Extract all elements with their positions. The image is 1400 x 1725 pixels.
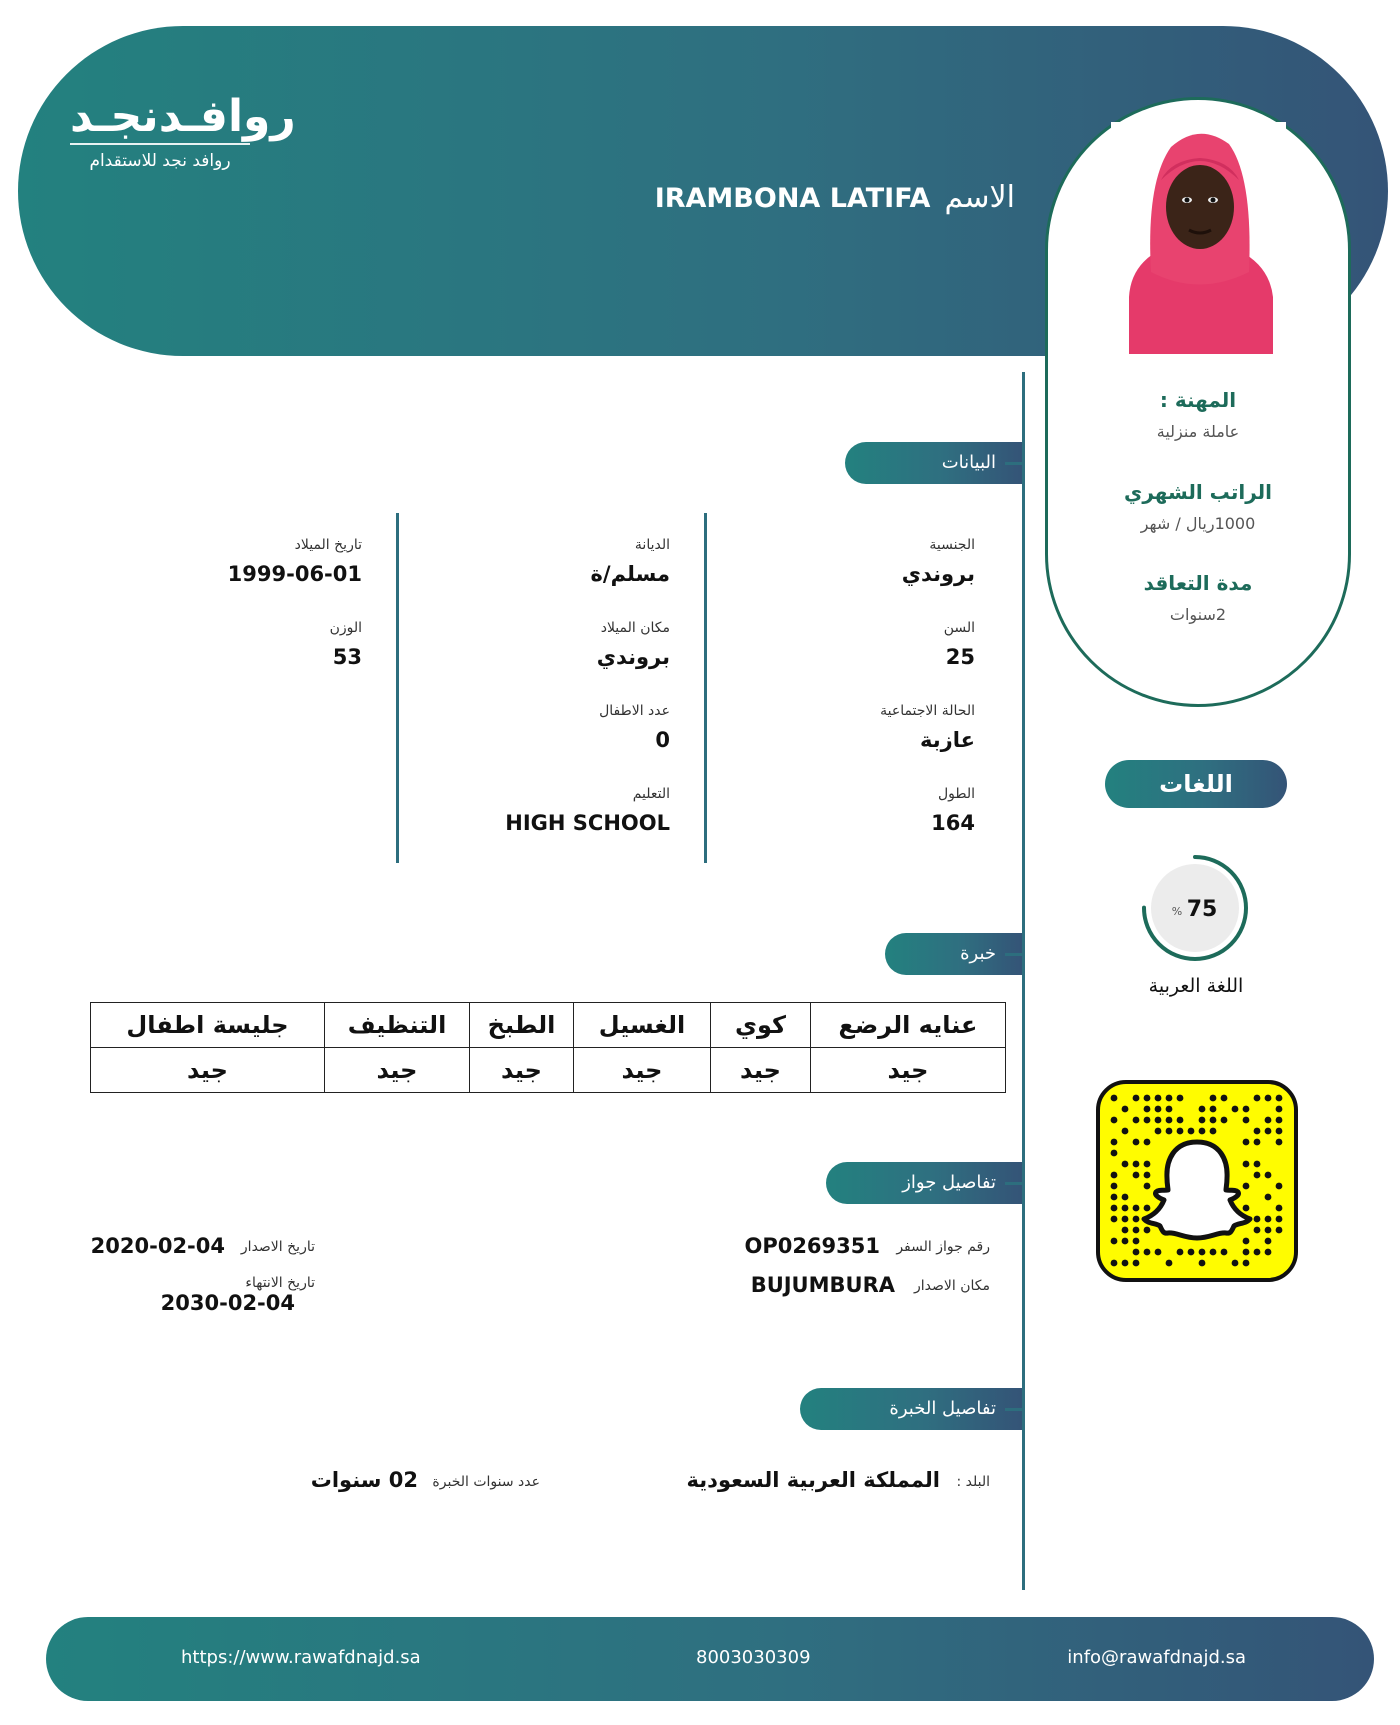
snap-code-dot (1243, 1249, 1250, 1256)
snap-code-dot (1243, 1139, 1250, 1146)
snap-code-dot (1133, 1172, 1140, 1179)
snap-code-dot (1133, 1095, 1140, 1102)
skill-value: جيد (574, 1048, 711, 1093)
skill-header: الغسيل (574, 1003, 711, 1048)
passport-place-value: BUJUMBURA (750, 1273, 895, 1297)
snap-code-dot (1111, 1260, 1118, 1267)
languages-title: اللغات (1105, 760, 1287, 808)
snap-code-dot (1210, 1106, 1217, 1113)
snap-code-dot (1144, 1117, 1151, 1124)
column-divider (396, 513, 399, 863)
snap-code-dot (1254, 1161, 1261, 1168)
snapchat-code (1096, 1080, 1298, 1282)
snap-code-dot (1133, 1260, 1140, 1267)
snap-code-dot (1144, 1106, 1151, 1113)
weight-value: 53 (332, 645, 362, 669)
salary-value: 1000ريال / شهر (1140, 514, 1256, 533)
section-experience: خبرة العمل (885, 933, 1022, 975)
snap-code-dot (1133, 1161, 1140, 1168)
snap-code-dot (1144, 1161, 1151, 1168)
snap-code-dot (1111, 1172, 1118, 1179)
expiry-date-value: 2030-02-04 (160, 1291, 295, 1315)
snap-code-dot (1133, 1205, 1140, 1212)
snap-code-dot (1111, 1183, 1118, 1190)
arabic-language-label: اللغة العربية (1148, 975, 1244, 997)
section-previous-experience: تفاصيل الخبرة السابقة (800, 1388, 1022, 1430)
age-label: السن (943, 620, 975, 636)
snap-code-dot (1199, 1260, 1206, 1267)
footer-band (46, 1617, 1374, 1701)
dob-label: تاريخ الميلاد (294, 537, 362, 553)
snap-code-dot (1210, 1249, 1217, 1256)
education-label: التعليم (632, 786, 670, 802)
snap-code-dot (1254, 1227, 1261, 1234)
height-label: الطول (937, 786, 975, 802)
snap-code-dot (1265, 1238, 1272, 1245)
snap-code-dot (1122, 1260, 1129, 1267)
section-tick (1005, 462, 1025, 465)
snap-code-dot (1177, 1249, 1184, 1256)
snap-code-dot (1254, 1095, 1261, 1102)
profession-label: المهنة : (1159, 388, 1237, 412)
snap-code-dot (1111, 1095, 1118, 1102)
snap-code-dot (1122, 1216, 1129, 1223)
skill-header: جليسة اطفال (91, 1003, 325, 1048)
skill-header: الطبخ (470, 1003, 574, 1048)
contract-label: مدة التعاقد (1143, 571, 1253, 595)
snap-code-dot (1144, 1172, 1151, 1179)
snap-code-dot (1265, 1227, 1272, 1234)
birthplace-label: مكان الميلاد (600, 620, 670, 636)
snap-code-dot (1133, 1238, 1140, 1245)
snap-code-dot (1243, 1183, 1250, 1190)
snap-code-dot (1155, 1117, 1162, 1124)
section-tick (1005, 1182, 1025, 1185)
snap-code-dot (1111, 1238, 1118, 1245)
phone-number[interactable]: 8003030309 (696, 1647, 811, 1668)
issue-date-label: تاريخ الاصدار (240, 1239, 315, 1255)
snap-code-dot (1210, 1128, 1217, 1135)
snap-code-dot (1122, 1205, 1129, 1212)
snap-code-dot (1155, 1106, 1162, 1113)
snap-code-dot (1111, 1150, 1118, 1157)
snap-code-dot (1276, 1095, 1283, 1102)
salary-label: الراتب الشهري (1124, 480, 1272, 504)
snap-code-dot (1276, 1117, 1283, 1124)
section-passport: تفاصيل جواز السفر (826, 1162, 1022, 1204)
snap-code-dot (1133, 1216, 1140, 1223)
nationality-label: الجنسية (929, 537, 975, 553)
snap-code-dot (1122, 1194, 1129, 1201)
nationality-value: بروندي (901, 562, 975, 586)
religion-value: مسلم/ة (590, 562, 670, 586)
snap-code-dot (1199, 1128, 1206, 1135)
skills-header-row (91, 1003, 1006, 1048)
contract-value: 2سنوات (1169, 605, 1227, 624)
snap-code-dot (1199, 1117, 1206, 1124)
snap-code-dot (1243, 1161, 1250, 1168)
column-divider (704, 513, 707, 863)
company-logo (70, 91, 296, 175)
snap-code-dot (1232, 1260, 1239, 1267)
snap-code-dot (1177, 1128, 1184, 1135)
snap-code-dot (1188, 1128, 1195, 1135)
snap-code-dot (1144, 1227, 1151, 1234)
snap-code-dot (1276, 1106, 1283, 1113)
snap-code-dot (1155, 1128, 1162, 1135)
dob-value: 1999-06-01 (227, 562, 362, 586)
snap-code-dot (1177, 1117, 1184, 1124)
snap-code-dot (1243, 1260, 1250, 1267)
snap-code-dot (1122, 1161, 1129, 1168)
snap-code-dot (1133, 1227, 1140, 1234)
snap-code-dot (1221, 1095, 1228, 1102)
snap-code-dot (1155, 1249, 1162, 1256)
snap-code-dot (1166, 1106, 1173, 1113)
snap-code-dot (1243, 1106, 1250, 1113)
snap-code-dot (1144, 1183, 1151, 1190)
snap-code-dot (1111, 1216, 1118, 1223)
skills-table (90, 1002, 1006, 1093)
snap-code-dot (1133, 1249, 1140, 1256)
snap-code-dot (1166, 1095, 1173, 1102)
snap-code-dot (1144, 1139, 1151, 1146)
age-value: 25 (945, 645, 975, 669)
passport-number-value: OP0269351 (744, 1234, 880, 1258)
snap-code-dot (1276, 1216, 1283, 1223)
snap-code-dot (1111, 1117, 1118, 1124)
snap-code-dot (1265, 1194, 1272, 1201)
passport-place-label: مكان الاصدار (914, 1278, 990, 1294)
skill-value: جيد (91, 1048, 325, 1093)
country-label: البلد : (956, 1474, 990, 1490)
snap-code-dot (1133, 1117, 1140, 1124)
snap-code-dot (1276, 1139, 1283, 1146)
snap-code-dot (1254, 1139, 1261, 1146)
snap-code-dot (1210, 1095, 1217, 1102)
snap-code-dot (1243, 1117, 1250, 1124)
passport-number-label: رقم جواز السفر (896, 1239, 990, 1255)
skill-value: جيد (711, 1048, 811, 1093)
snap-code-dot (1111, 1194, 1118, 1201)
snap-code-dot (1265, 1095, 1272, 1102)
snap-code-dot (1265, 1172, 1272, 1179)
snap-code-dot (1144, 1205, 1151, 1212)
section-tick (1005, 953, 1025, 956)
snap-code-dot (1166, 1117, 1173, 1124)
snap-code-dot (1144, 1249, 1151, 1256)
experience-years-value: 02 سنوات (310, 1468, 418, 1492)
name-value: IRAMBONA LATIFA (654, 183, 931, 214)
snap-code-dot (1133, 1139, 1140, 1146)
snap-code-dot (1243, 1238, 1250, 1245)
children-value: 0 (655, 728, 670, 752)
marital-status-label: الحالة الاجتماعية (880, 703, 975, 719)
snap-code-dot (1265, 1128, 1272, 1135)
weight-label: الوزن (329, 620, 362, 636)
snap-code-dot (1254, 1172, 1261, 1179)
profession-value: عاملة منزلية (1156, 422, 1240, 441)
skills-value-row (91, 1048, 1006, 1093)
snap-code-dot (1199, 1106, 1206, 1113)
snap-code-dot (1265, 1216, 1272, 1223)
snap-code-dot (1111, 1205, 1118, 1212)
snap-code-dot (1265, 1117, 1272, 1124)
skill-header: عنايه الرضع (811, 1003, 1006, 1048)
experience-years-label: عدد سنوات الخبرة (432, 1474, 540, 1490)
snap-code-dot (1111, 1139, 1118, 1146)
religion-label: الديانة (634, 537, 670, 553)
snap-code-dot (1122, 1238, 1129, 1245)
snap-code-dot (1188, 1249, 1195, 1256)
snap-code-dot (1276, 1183, 1283, 1190)
snap-code-dot (1144, 1095, 1151, 1102)
arabic-language-gauge (1140, 853, 1250, 963)
snap-code-dot (1166, 1128, 1173, 1135)
snap-code-dot (1232, 1106, 1239, 1113)
logo-text: روافد نجد للاستقدام (89, 151, 231, 171)
snap-code-dot (1276, 1205, 1283, 1212)
section-tick (1005, 1408, 1025, 1411)
website-link[interactable]: https://www.rawafdnajd.sa (181, 1647, 421, 1668)
snap-code-dot (1254, 1128, 1261, 1135)
snap-code-dot (1122, 1128, 1129, 1135)
snap-code-dot (1221, 1249, 1228, 1256)
snap-code-dot (1243, 1205, 1250, 1212)
education-value: HIGH SCHOOL (505, 811, 670, 835)
section-personal: البيانات الشخصية (845, 442, 1022, 484)
snap-code-dot (1122, 1227, 1129, 1234)
snap-code-dot (1254, 1249, 1261, 1256)
snap-code-dot (1166, 1260, 1173, 1267)
email-link[interactable]: info@rawafdnajd.sa (1067, 1647, 1246, 1668)
profile-card (1045, 97, 1351, 707)
snap-code-dot (1210, 1117, 1217, 1124)
skill-value: جيد (811, 1048, 1006, 1093)
snap-code-dot (1221, 1117, 1228, 1124)
logo-mark: روافـدنجـد (70, 95, 250, 145)
candidate-photo (1111, 122, 1286, 354)
expiry-date-label: تاريخ الانتهاء (245, 1275, 315, 1291)
gauge-unit: % (1171, 905, 1183, 918)
snap-code-dot (1254, 1216, 1261, 1223)
snap-code-dot (1199, 1249, 1206, 1256)
skill-header: كوي (711, 1003, 811, 1048)
snap-code-dot (1265, 1249, 1272, 1256)
skill-header: التنظيف (325, 1003, 470, 1048)
height-value: 164 (931, 811, 975, 835)
birthplace-value: بروندي (596, 645, 670, 669)
snap-code-dot (1155, 1095, 1162, 1102)
gauge-percent: 75 (1186, 897, 1218, 922)
marital-status-value: عازبة (920, 728, 975, 752)
name-label: الاسم (944, 180, 1015, 215)
snap-code-dot (1276, 1227, 1283, 1234)
country-value: المملكة العربية السعودية (686, 1468, 940, 1492)
name-row (655, 180, 1015, 215)
skill-value: جيد (325, 1048, 470, 1093)
issue-date-value: 2020-02-04 (90, 1234, 225, 1258)
skill-value: جيد (470, 1048, 574, 1093)
children-label: عدد الاطفال (599, 703, 670, 719)
snap-code-dot (1122, 1106, 1129, 1113)
snap-code-dot (1276, 1128, 1283, 1135)
snap-code-dot (1177, 1095, 1184, 1102)
